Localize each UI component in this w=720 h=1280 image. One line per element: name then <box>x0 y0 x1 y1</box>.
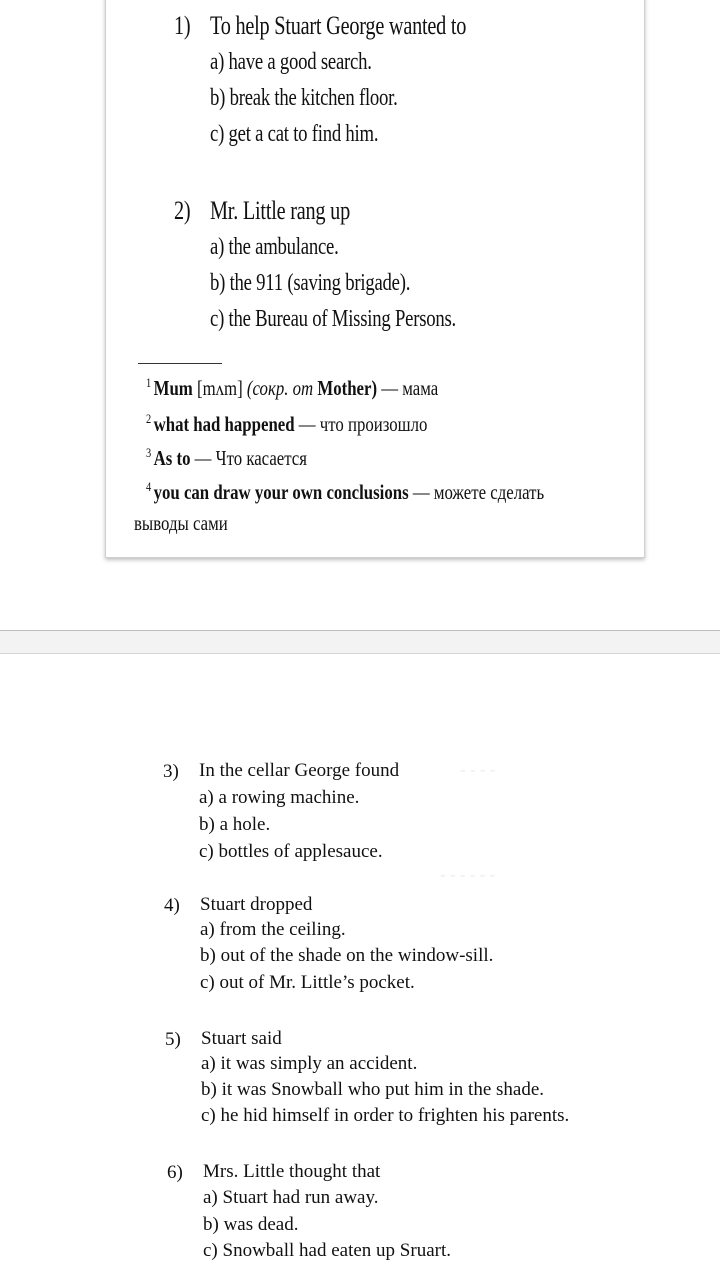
answer-option: b) break the kitchen floor. <box>210 85 398 111</box>
question-stem: Mr. Little rang up <box>210 196 350 225</box>
footnote-term: Mum <box>153 376 193 400</box>
footnote-abbr: (сокр. от <box>246 376 318 400</box>
question-number: 6) <box>167 1162 183 1183</box>
answer-option: c) he hid himself in order to frighten his parents. <box>201 1105 570 1126</box>
question-number: 5) <box>165 1029 181 1050</box>
answer-option: a) from the ceiling. <box>200 919 346 940</box>
footnote-term: you can draw your own conclusions <box>153 480 409 504</box>
footnote-gloss: — что произошло <box>294 412 428 436</box>
footnote-marker: 2 <box>146 411 152 426</box>
question-stem: Mrs. Little thought that <box>203 1161 381 1182</box>
question-stem: Stuart dropped <box>200 894 313 915</box>
page-separator <box>0 630 720 654</box>
question-number: 3) <box>163 761 179 782</box>
show-through-texture: - - - - <box>460 760 496 779</box>
footnote-marker: 4 <box>146 479 152 494</box>
question-stem: To help Stuart George wanted to <box>210 11 467 40</box>
footnote-transcription: [mʌm] <box>192 376 247 400</box>
answer-option: b) out of the shade on the window-sill. <box>200 945 494 966</box>
question-stem: Stuart said <box>201 1028 282 1049</box>
answer-option: c) out of Mr. Little’s pocket. <box>200 972 415 993</box>
footnote-continuation: выводы сами <box>134 511 228 535</box>
answer-option: a) it was simply an accident. <box>201 1053 418 1074</box>
answer-option: c) the Bureau of Missing Persons. <box>210 306 457 332</box>
show-through-texture: - - - - - - <box>440 865 496 884</box>
footnote-term: As to <box>153 446 191 470</box>
answer-option: c) get a cat to find him. <box>210 121 379 147</box>
scanned-page-top <box>105 0 645 558</box>
footnote-marker: 1 <box>146 375 152 390</box>
question-number: 2) <box>174 196 191 225</box>
footnote-2 <box>146 411 427 437</box>
question-number: 4) <box>164 895 180 916</box>
footnote-3 <box>146 445 307 471</box>
answer-option: c) Snowball had eaten up Sruart. <box>203 1240 451 1261</box>
question-number: 1) <box>174 11 191 40</box>
answer-option: a) Stuart had run away. <box>203 1187 379 1208</box>
footnote-gloss: — Что касается <box>190 446 307 470</box>
footnote-gloss: — мама <box>377 376 439 400</box>
answer-option: b) it was Snowball who put him in the shade. <box>201 1079 545 1100</box>
footnote-term: what had happened <box>153 412 295 436</box>
footnote-4 <box>146 479 544 505</box>
answer-option: c) bottles of applesauce. <box>199 841 383 862</box>
answer-option: b) was dead. <box>203 1214 299 1235</box>
footnote-1 <box>146 375 438 401</box>
answer-option: a) have a good search. <box>210 49 372 75</box>
footnote-divider <box>138 363 222 364</box>
answer-option: a) a rowing machine. <box>199 787 360 808</box>
footnote-marker: 3 <box>146 445 152 460</box>
footnote-gloss: — можете сделать <box>408 480 545 504</box>
question-stem: In the cellar George found <box>199 760 400 781</box>
answer-option: b) the 911 (saving brigade). <box>210 270 411 296</box>
answer-option: a) the ambulance. <box>210 234 339 260</box>
footnote-abbr-word: Mother) <box>317 376 378 400</box>
answer-option: b) a hole. <box>199 814 271 835</box>
